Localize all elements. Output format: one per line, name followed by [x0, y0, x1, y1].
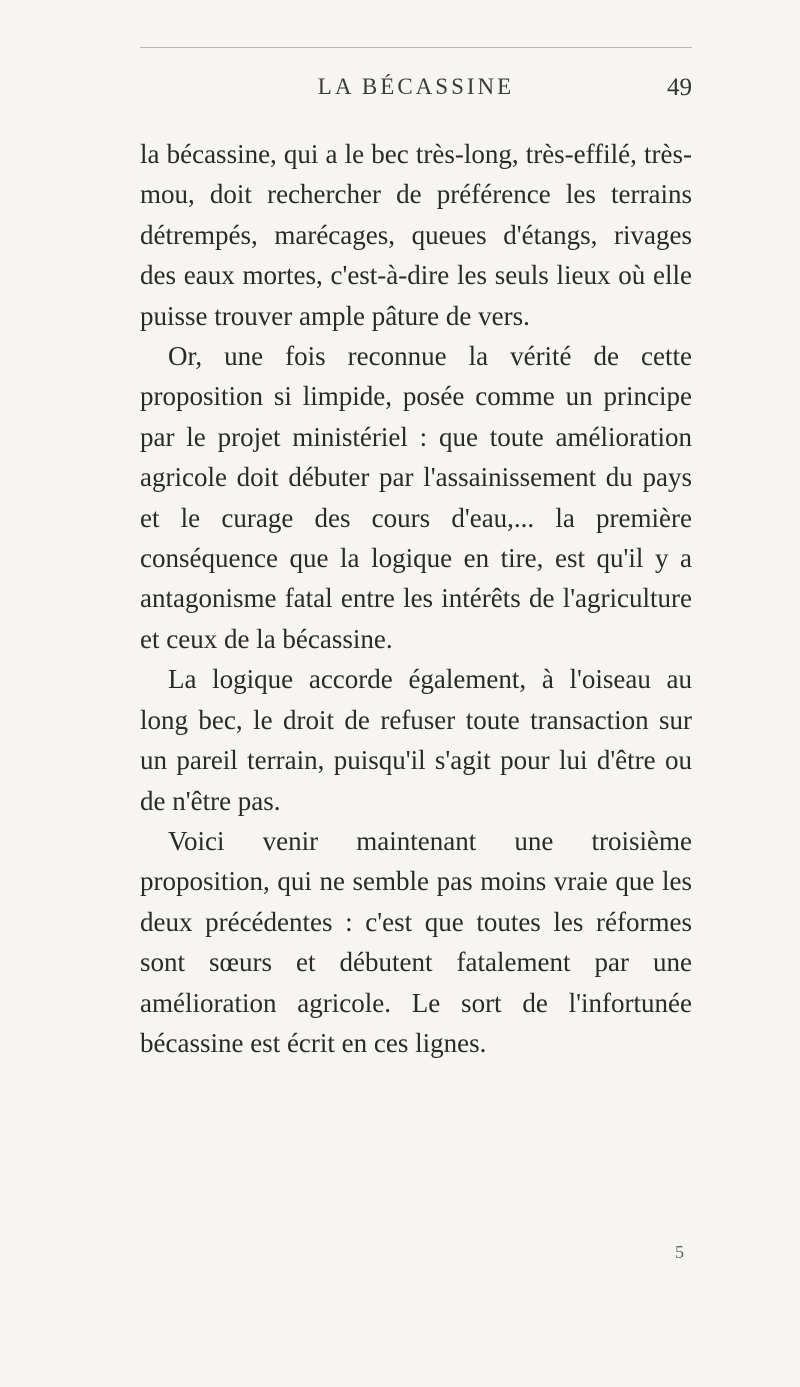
paragraph-1: la bécassine, qui a le bec très-long, très-effilé, très-mou, doit rechercher de préférence les terrains détrempés, marécages, queues d'étangs, rivages des eaux mortes, c'est-à-dire les seuls lieux où elle puisse trouver ample pâture de vers. [140, 139, 692, 331]
paragraph-3: La logique accorde également, à l'oiseau au long bec, le droit de refuser toute transaction sur un pareil terrain, puisqu'il s'agit pour lui d'être ou de n'être pas. [140, 664, 692, 816]
paragraph-4: Voici venir maintenant une troisième proposition, qui ne semble pas moins vraie que les deux précédentes : c'est que toutes les réformes sont sœurs et débutent fatalement par une amélioration agricole. Le sort de l'infortunée bécassine est écrit en ces lignes. [140, 825, 692, 1058]
running-title: LA BÉCASSINE [317, 74, 515, 99]
header-rule [140, 47, 692, 48]
signature-mark: 5 [675, 1242, 684, 1262]
running-head [140, 74, 692, 104]
page-number: 49 [667, 74, 692, 101]
paragraph-2: Or, une fois reconnue la vérité de cette proposition si limpide, posée comme un principe par le projet ministériel : que toute amélioration agricole doit débuter par l'assainissement du pays et le curage des cours d'eau,... la première conséquence que la logique en tire, est qu'il y a antagonisme fatal entre les intérêts de l'agriculture et ceux de la bécassine. [140, 341, 692, 654]
body-text [140, 134, 692, 1063]
